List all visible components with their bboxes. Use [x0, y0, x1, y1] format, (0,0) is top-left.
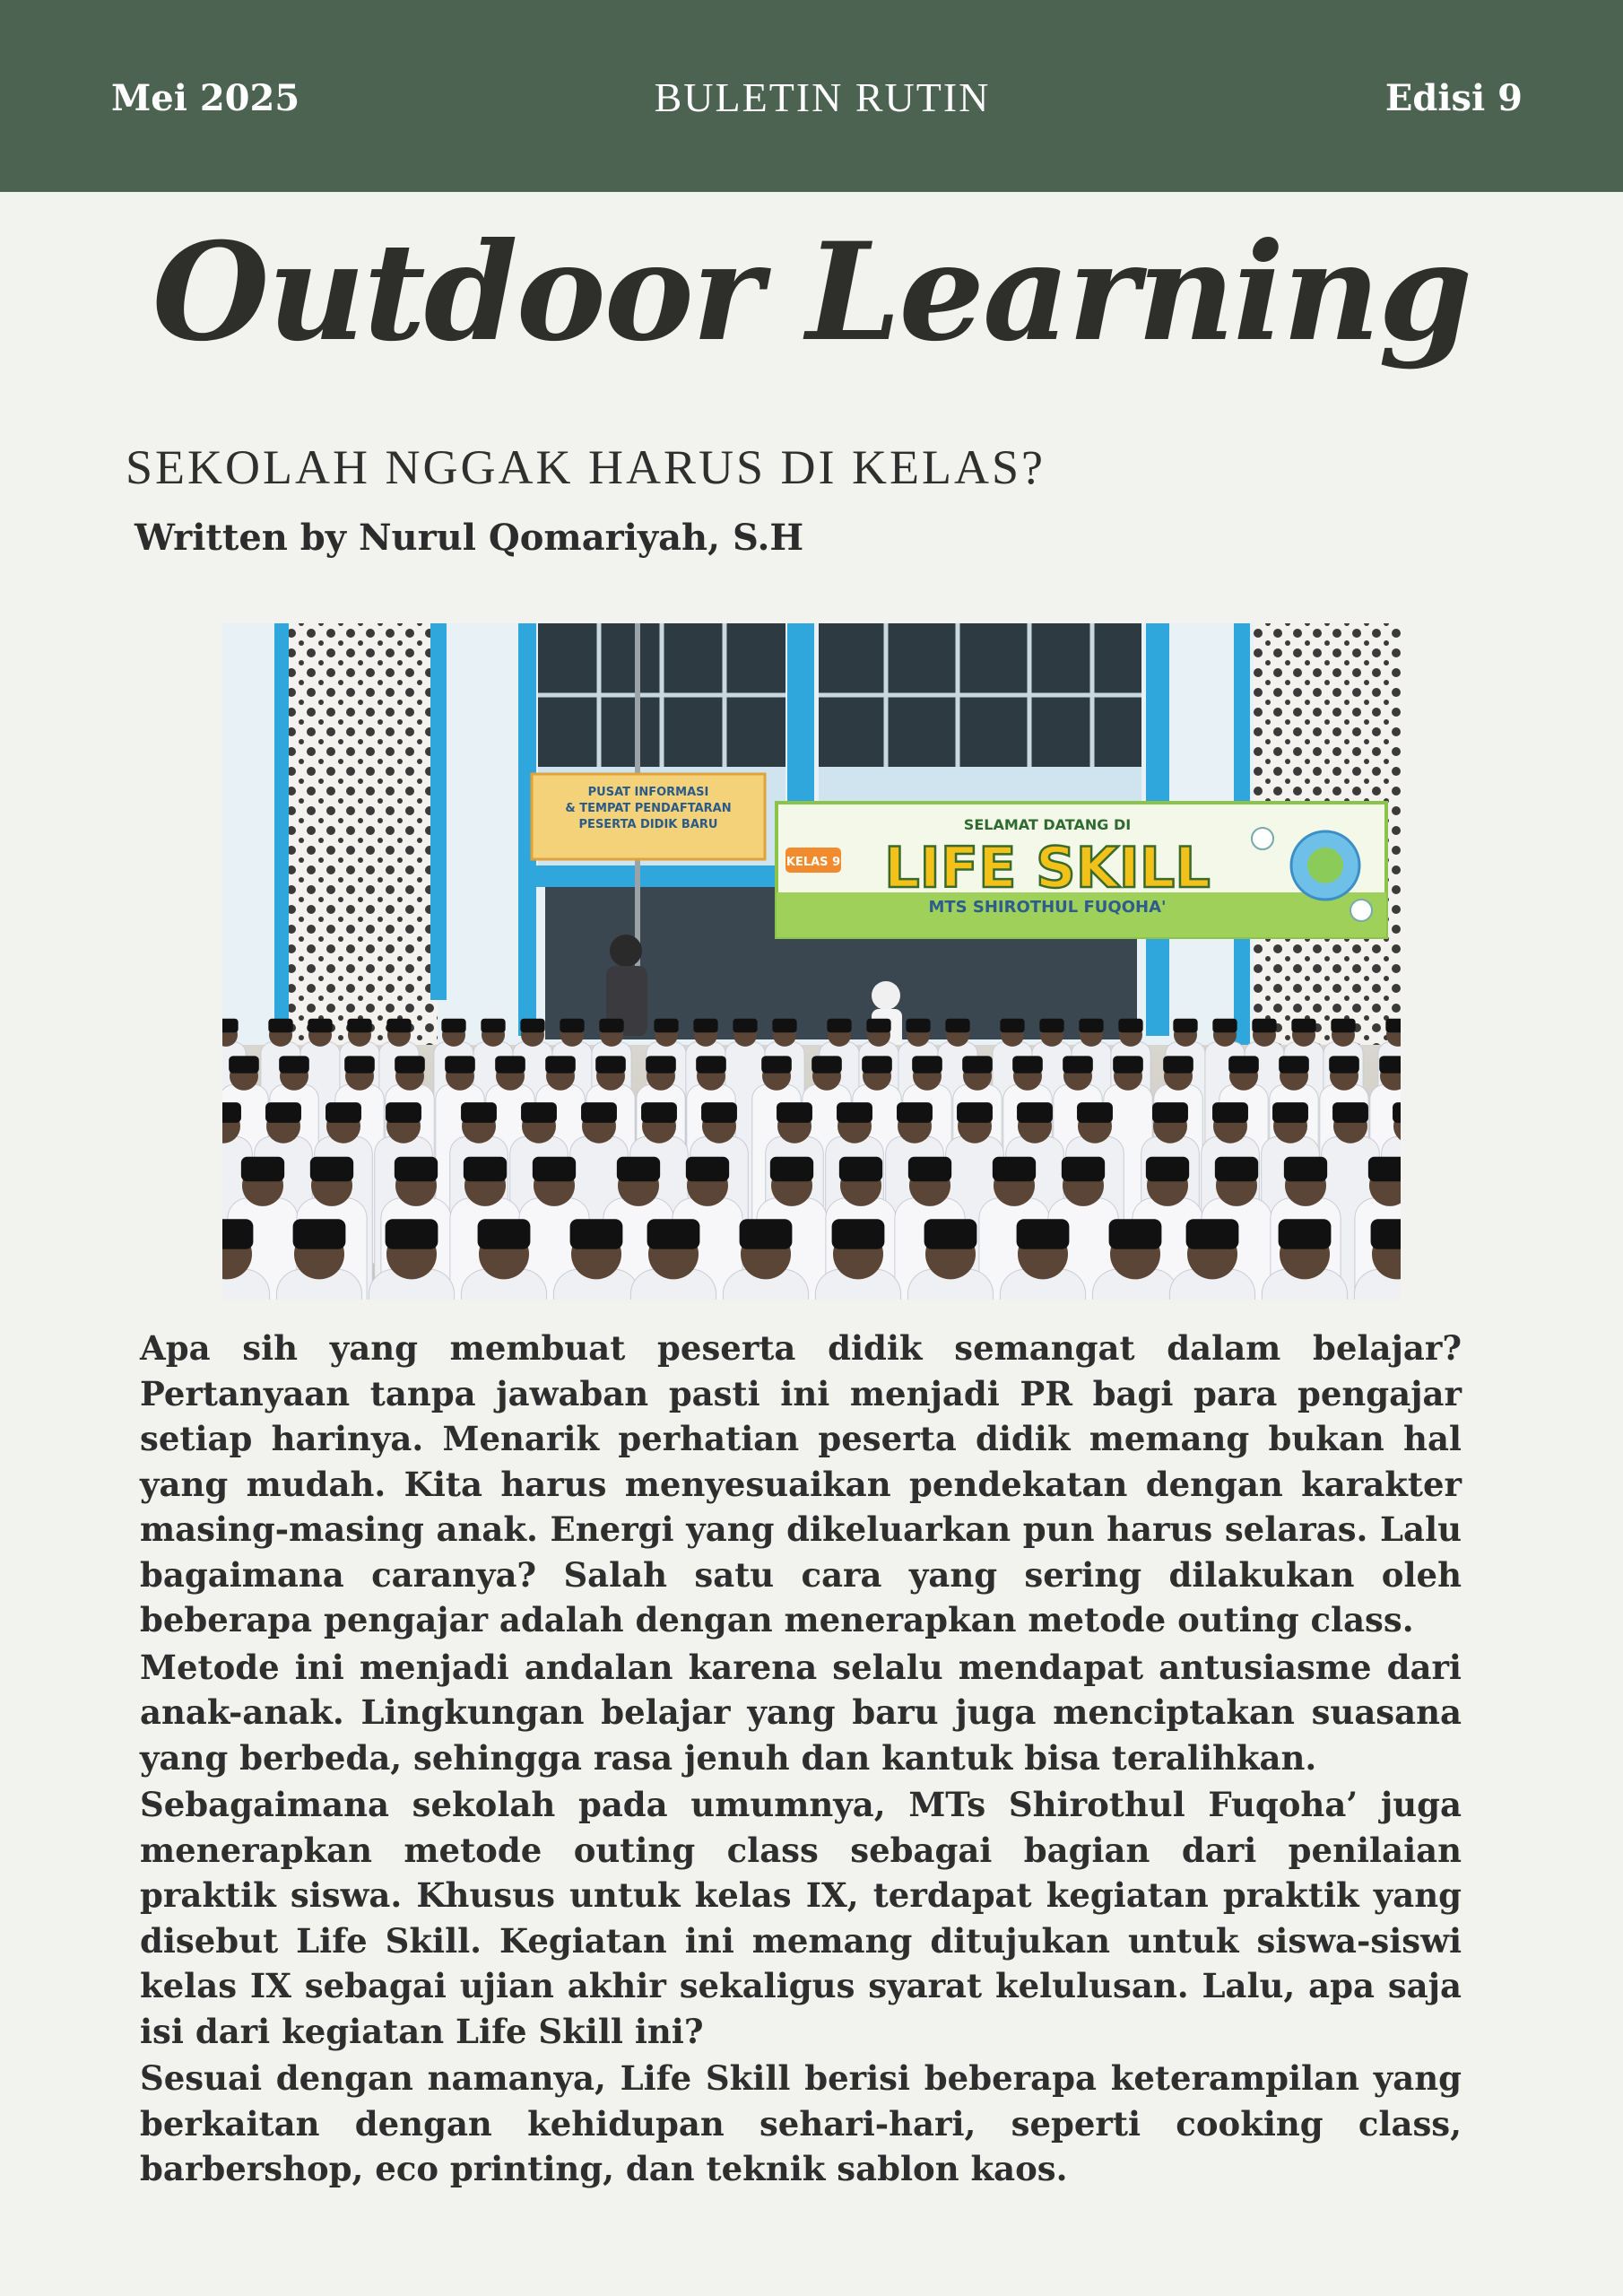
info-banner: [532, 774, 765, 859]
article-byline: Written by Nurul Qomariyah, S.H: [135, 517, 804, 559]
life-skill-banner: [777, 803, 1386, 937]
info-banner-line-3: PESERTA DIDIK BARU: [578, 818, 718, 831]
paragraph-1: Apa sih yang membuat peserta didik semangat dalam belajar? Pertanyaan tanpa jawaban pasti ini menjadi PR bagi para pengajar setiap harinya. Menarik perhatian peserta didik memang bukan hal yang mudah. Kita harus menyesuaikan pendekatan dengan karakter masing-masing anak. Energi yang dikeluarkan pun harus selaras. Lalu bagaimana caranya? Salah satu cara yang sering dilakukan oleh beberapa pengajar adalah dengan menerapkan metode outing class.: [140, 1328, 1462, 1639]
issue-date: Mei 2025: [111, 77, 300, 119]
banner-main-text: LIFE SKILL: [884, 835, 1211, 900]
info-banner-line-1: PUSAT INFORMASI: [587, 786, 709, 799]
paragraph-2: Metode ini menjadi andalan karena selalu mendapat antusiasme dari anak-anak. Lingkungan belajar yang baru juga menciptakan suasana yang berbeda, sehingga rasa jenuh dan kantuk bisa teralihkan.: [140, 1647, 1462, 1778]
lattice-panel-left: [285, 623, 438, 1054]
paragraph-4: Sesuai dengan namanya, Life Skill berisi beberapa keterampilan yang berkaitan dengan kehidupan sehari-hari, seperti cooking class, barbershop, eco printing, dan teknik sablon kaos.: [140, 2058, 1462, 2188]
bulletin-name: BULETIN RUTIN: [654, 74, 991, 120]
article-photo: [222, 623, 1401, 1300]
paragraph-3: Sebagaimana sekolah pada umumnya, MTs Shirothul Fuqoha’ juga menerapkan metode outing class sebagai bagian dari penilaian praktik siswa. Khusus untuk kelas IX, terdapat kegiatan praktik yang disebut Life Skill. Kegiatan ini memang ditujukan untuk siswa-siswi kelas IX sebagai ujian akhir sekaligus syarat kelulusan. Lalu, apa saja isi dari kegiatan Life Skill ini?: [140, 1785, 1462, 2051]
edition-number: Edisi 9: [1384, 77, 1523, 119]
article-title: Outdoor Learning: [152, 213, 1471, 371]
banner-subtitle: MTS SHIROTHUL FUQOHA': [928, 898, 1167, 917]
info-banner-line-2: & TEMPAT PENDAFTARAN: [565, 802, 732, 815]
class-tag-label: KELAS 9: [785, 856, 841, 869]
article-subtitle: SEKOLAH NGGAK HARUS DI KELAS?: [126, 440, 1046, 494]
header-bar: [0, 0, 1623, 192]
article-body: [140, 1326, 1462, 2194]
banner-greeting: SELAMAT DATANG DI: [963, 816, 1132, 833]
